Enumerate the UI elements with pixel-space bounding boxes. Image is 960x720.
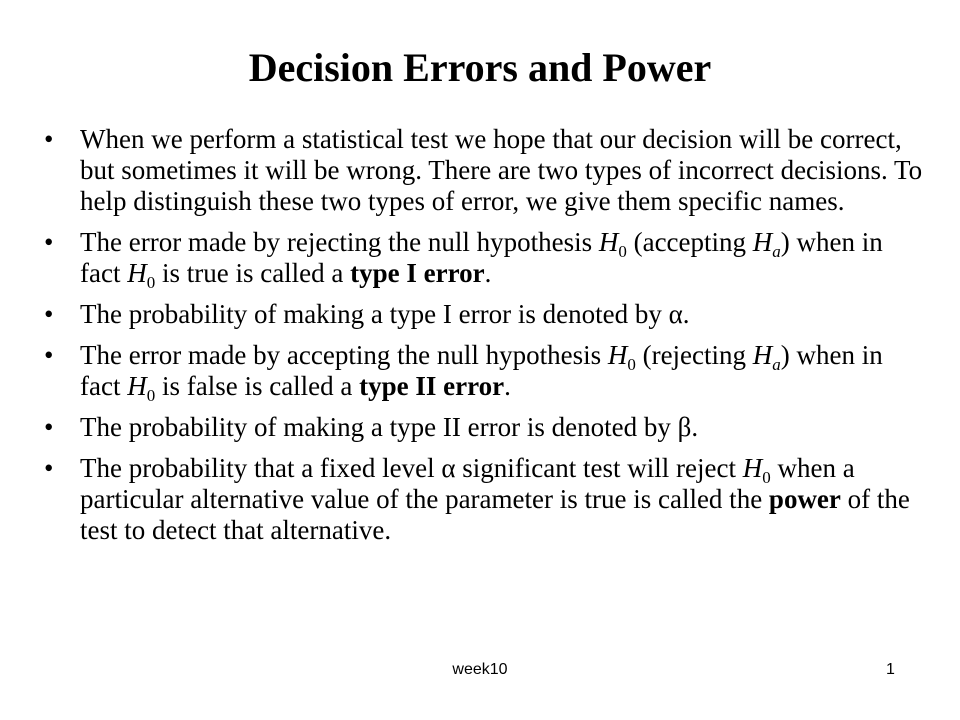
alpha-symbol: α (441, 453, 456, 483)
bullet-mark: • (44, 340, 54, 370)
bullet-text: is false is called a (155, 371, 360, 401)
subscript: 0 (146, 273, 156, 292)
alpha-symbol: α (668, 299, 683, 329)
bullet-text: The probability that a fixed level (80, 453, 442, 483)
term-type-i-error: type I error (350, 258, 485, 288)
bullet-item-type-ii-definition (44, 340, 924, 405)
bullet-text: The probability of making a type II error is denoted by (80, 412, 678, 442)
subscript: a (772, 242, 781, 261)
bullet-text: The error made by rejecting the null hypothesis (80, 227, 599, 257)
term-power: power (768, 484, 841, 514)
subscript: 0 (146, 386, 156, 405)
bullet-list (44, 124, 924, 556)
bullet-text: . (484, 258, 492, 288)
bullet-text: ) when in fact (80, 340, 883, 401)
bullet-item-type-ii-probability (44, 412, 924, 443)
term-type-ii-error: type II error (359, 371, 505, 401)
bullet-text: (accepting (626, 227, 753, 257)
bullet-text: . (682, 299, 690, 329)
null-hypothesis-symbol: H (607, 340, 628, 370)
bullet-text: ) when in fact (80, 227, 883, 288)
bullet-text: The probability of making a type I error is denoted by (80, 299, 669, 329)
page-number: 1 (886, 661, 895, 678)
null-hypothesis-symbol: H (742, 453, 763, 483)
bullet-text: When we perform a statistical test we hope that our decision will be correct, but sometimes it will be wrong. There are two types of incorrect decisions. To help distinguish these two types of error, we give them specific names. (80, 124, 923, 216)
bullet-text: . (504, 371, 511, 401)
bullet-item-power-definition (44, 453, 924, 546)
slide-title: Decision Errors and Power (248, 45, 712, 90)
bullet-mark: • (44, 227, 54, 257)
bullet-text: The error made by accepting the null hypothesis (80, 340, 608, 370)
bullet-text: is true is called a (155, 258, 351, 288)
footer-label: week10 (452, 661, 508, 678)
subscript: a (772, 355, 781, 374)
bullet-item-intro (44, 124, 924, 217)
bullet-mark: • (44, 412, 54, 442)
bullet-mark: • (44, 453, 54, 483)
bullet-mark: • (44, 124, 54, 154)
null-hypothesis-symbol: H (127, 258, 147, 288)
subscript: 0 (618, 242, 627, 261)
bullet-item-type-i-definition (44, 227, 924, 292)
bullet-text: of the test to detect that alternative. (80, 484, 910, 545)
null-hypothesis-symbol: H (127, 371, 147, 401)
bullet-item-type-i-probability (44, 299, 924, 330)
subscript: 0 (627, 355, 636, 374)
alternative-hypothesis-symbol: H (752, 340, 773, 370)
alternative-hypothesis-symbol: H (752, 227, 773, 257)
subscript: 0 (762, 468, 771, 487)
bullet-text: . (691, 412, 699, 442)
bullet-mark: • (44, 299, 54, 329)
null-hypothesis-symbol: H (598, 227, 619, 257)
bullet-text: significant test will reject (455, 453, 743, 483)
beta-symbol: β (677, 412, 692, 442)
bullet-text: (rejecting (635, 340, 753, 370)
bullet-text: when a particular alternative value of the parameter is true is called the (80, 453, 855, 514)
